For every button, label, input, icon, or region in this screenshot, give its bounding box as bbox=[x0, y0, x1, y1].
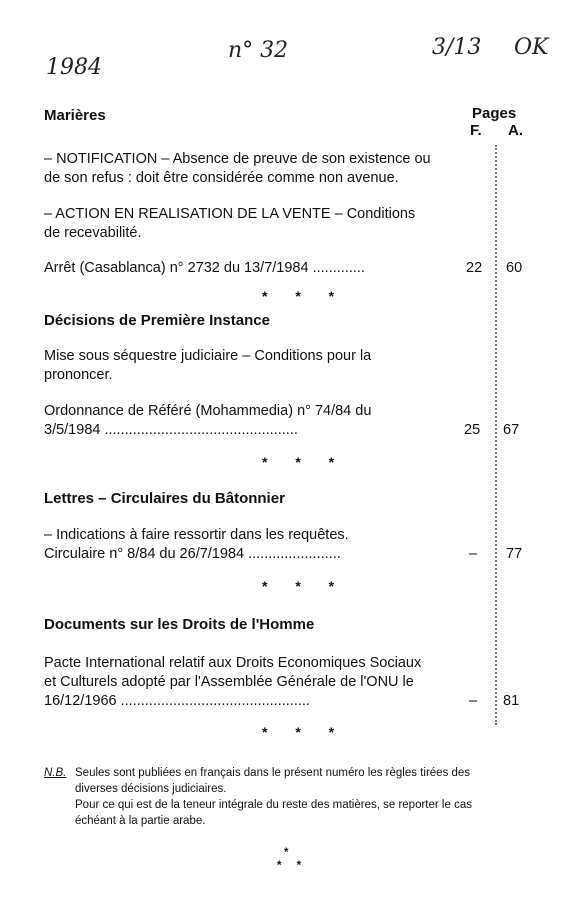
entry-pacte-line1: Pacte International relatif aux Droits Economiques Sociaux bbox=[44, 655, 422, 671]
entry-sequestre-cont: prononcer. bbox=[44, 367, 113, 383]
page-f-dash: – bbox=[469, 693, 478, 709]
entry-pacte-line3: 16/12/1966 ............................................... bbox=[44, 693, 310, 709]
column-divider bbox=[495, 145, 497, 725]
page-f-25: 25 bbox=[464, 422, 481, 438]
page-f-dash: – bbox=[469, 546, 478, 562]
footnote-line1: Seules sont publiées en français dans le présent numéro les règles tirées des bbox=[75, 767, 471, 779]
section-title-droits-homme: Documents sur les Droits de l'Homme bbox=[44, 616, 315, 633]
handwritten-ok: OK bbox=[514, 35, 549, 60]
section-title-matieres: Marières bbox=[44, 107, 106, 124]
page-a-67: 67 bbox=[503, 422, 520, 438]
entry-indications: – Indications à faire ressortir dans les requêtes. bbox=[44, 527, 349, 543]
column-header-a: A. bbox=[508, 122, 523, 139]
reference-ordonnance-date: 3/5/1984 ................................................ bbox=[44, 422, 298, 438]
reference-ordonnance: Ordonnance de Référé (Mohammedia) n° 74/84 du bbox=[44, 403, 372, 419]
separator-stars: * * * bbox=[262, 454, 347, 470]
pages-header: Pages bbox=[472, 105, 517, 122]
footnote-label: N.B. bbox=[44, 767, 67, 779]
column-header-f: F. bbox=[470, 122, 482, 139]
reference-circulaire: Circulaire n° 8/84 du 26/7/1984 ....................... bbox=[44, 546, 341, 562]
handwritten-year: 1984 bbox=[46, 55, 102, 80]
footnote-line3: Pour ce qui est de la teneur intégrale du reste des matières, se reporter le cas bbox=[75, 799, 472, 811]
entry-action-vente-cont: de recevabilité. bbox=[44, 225, 142, 241]
footnote-line2: diverses décisions judiciaires. bbox=[75, 783, 227, 795]
handwritten-fraction: 3/13 bbox=[432, 35, 482, 60]
entry-notification: – NOTIFICATION – Absence de preuve de son existence ou bbox=[44, 151, 431, 167]
entry-notification-cont: de son refus : doit être considérée comme non avenue. bbox=[44, 170, 399, 186]
handwritten-number: n° 32 bbox=[228, 38, 289, 63]
page-a-77: 77 bbox=[506, 546, 523, 562]
page-f-22: 22 bbox=[466, 260, 483, 276]
footnote-line4: échéant à la partie arabe. bbox=[75, 815, 206, 827]
page-a-81: 81 bbox=[503, 693, 520, 709]
end-stars: * * bbox=[277, 860, 308, 872]
separator-stars: * * * bbox=[262, 288, 347, 304]
reference-arret: Arrêt (Casablanca) n° 2732 du 13/7/1984 ............. bbox=[44, 260, 365, 276]
entry-action-vente: – ACTION EN REALISATION DE LA VENTE – Conditions bbox=[44, 206, 416, 222]
section-title-premiere-instance: Décisions de Première Instance bbox=[44, 312, 270, 329]
entry-sequestre: Mise sous séquestre judiciaire – Conditions pour la bbox=[44, 348, 372, 364]
section-title-circulaires: Lettres – Circulaires du Bâtonnier bbox=[44, 490, 285, 507]
separator-stars: * * * bbox=[262, 578, 347, 594]
end-star: * bbox=[284, 847, 289, 859]
page-a-60: 60 bbox=[506, 260, 523, 276]
separator-stars: * * * bbox=[262, 724, 347, 740]
entry-pacte-line2: et Culturels adopté par l'Assemblée Générale de l'ONU le bbox=[44, 674, 414, 690]
